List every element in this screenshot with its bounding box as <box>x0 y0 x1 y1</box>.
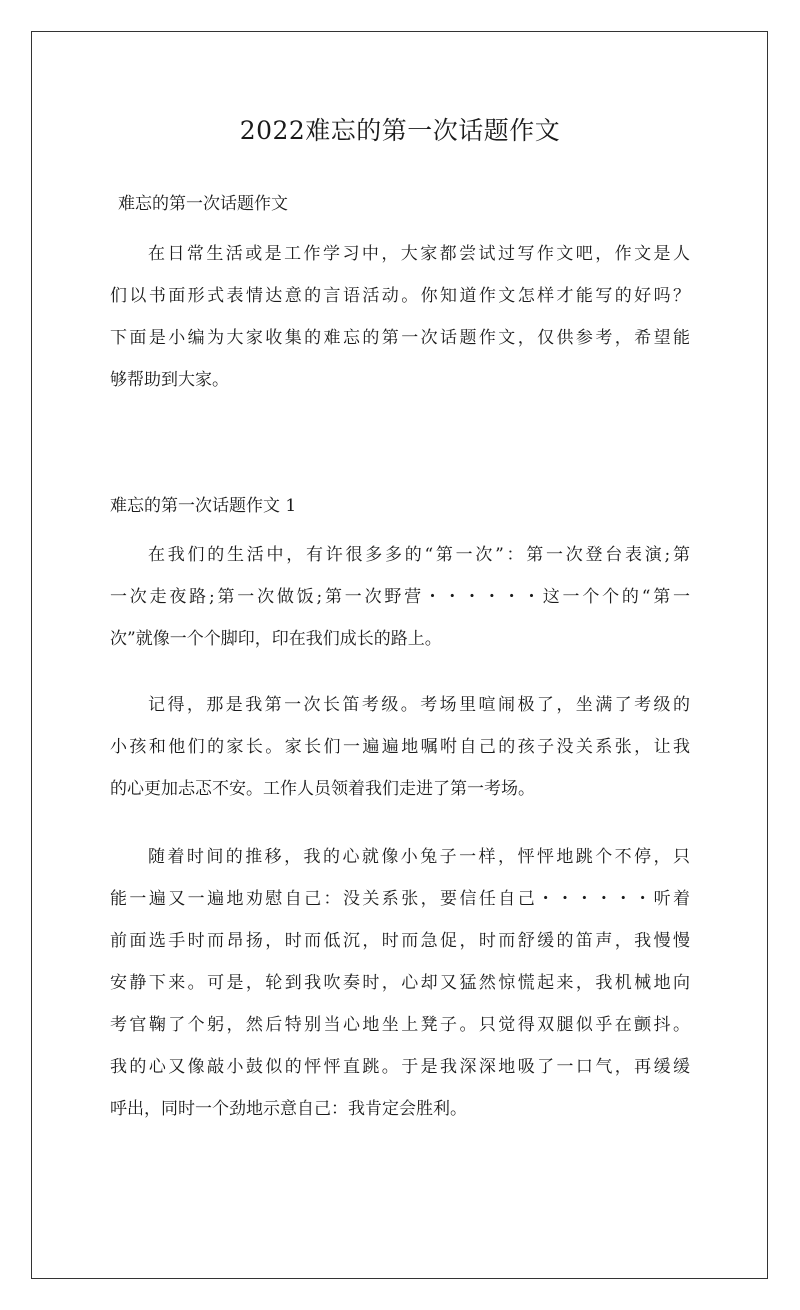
paragraph-line: 记得，那是我第一次长笛考级。考场里喧闹极了，坐满了考级的 <box>148 695 690 715</box>
paragraph-line: 够帮助到大家。 <box>110 370 229 390</box>
paragraph-line: 我的心又像敲小鼓似的怦怦直跳。于是我深深地吸了一口气，再缓缓 <box>110 1057 690 1077</box>
paragraph-line: 们以书面形式表情达意的言语活动。你知道作文怎样才能写的好吗？ <box>110 286 690 306</box>
intro-paragraph <box>110 243 690 391</box>
essay-paragraph-2 <box>110 694 690 800</box>
paragraph-line: 一次走夜路;第一次做饭;第一次野营・・・・・・这一个个的“第一 <box>110 587 690 607</box>
paragraph-line: 考官鞠了个躬，然后特别当心地坐上凳子。只觉得双腿似乎在颤抖。 <box>110 1015 690 1035</box>
paragraph-line: 下面是小编为大家收集的难忘的第一次话题作文，仅供参考，希望能 <box>110 328 690 348</box>
paragraph-line: 的心更加忐忑不安。工作人员领着我们走进了第一考场。 <box>110 779 535 799</box>
paragraph-line: 安静下来。可是，轮到我吹奏时，心却又猛然惊慌起来，我机械地向 <box>110 973 690 993</box>
document-title: 2022难忘的第一次话题作文 <box>239 116 561 145</box>
paragraph-line: 小孩和他们的家长。家长们一遍遍地嘱咐自己的孩子没关系张，让我 <box>110 737 690 757</box>
essay-paragraph-3 <box>110 846 690 1120</box>
essay-heading: 难忘的第一次话题作文 1 <box>110 496 297 516</box>
paragraph-line: 前面选手时而昂扬，时而低沉，时而急促，时而舒缓的笛声，我慢慢 <box>110 931 690 951</box>
paragraph-line: 次”就像一个个脚印，印在我们成长的路上。 <box>110 629 442 649</box>
paragraph-line: 能一遍又一遍地劝慰自己：没关系张，要信任自己・・・・・・听着 <box>110 889 690 909</box>
document-subtitle: 难忘的第一次话题作文 <box>118 194 288 214</box>
paragraph-line: 呼出，同时一个劲地示意自己：我肯定会胜利。 <box>110 1099 467 1119</box>
paragraph-line: 在我们的生活中，有许很多多的“第一次”：第一次登台表演;第 <box>148 545 690 565</box>
paragraph-line: 随着时间的推移，我的心就像小兔子一样，怦怦地跳个不停，只 <box>148 847 690 867</box>
essay-paragraph-1 <box>110 544 690 650</box>
paragraph-line: 在日常生活或是工作学习中，大家都尝试过写作文吧，作文是人 <box>148 244 690 264</box>
